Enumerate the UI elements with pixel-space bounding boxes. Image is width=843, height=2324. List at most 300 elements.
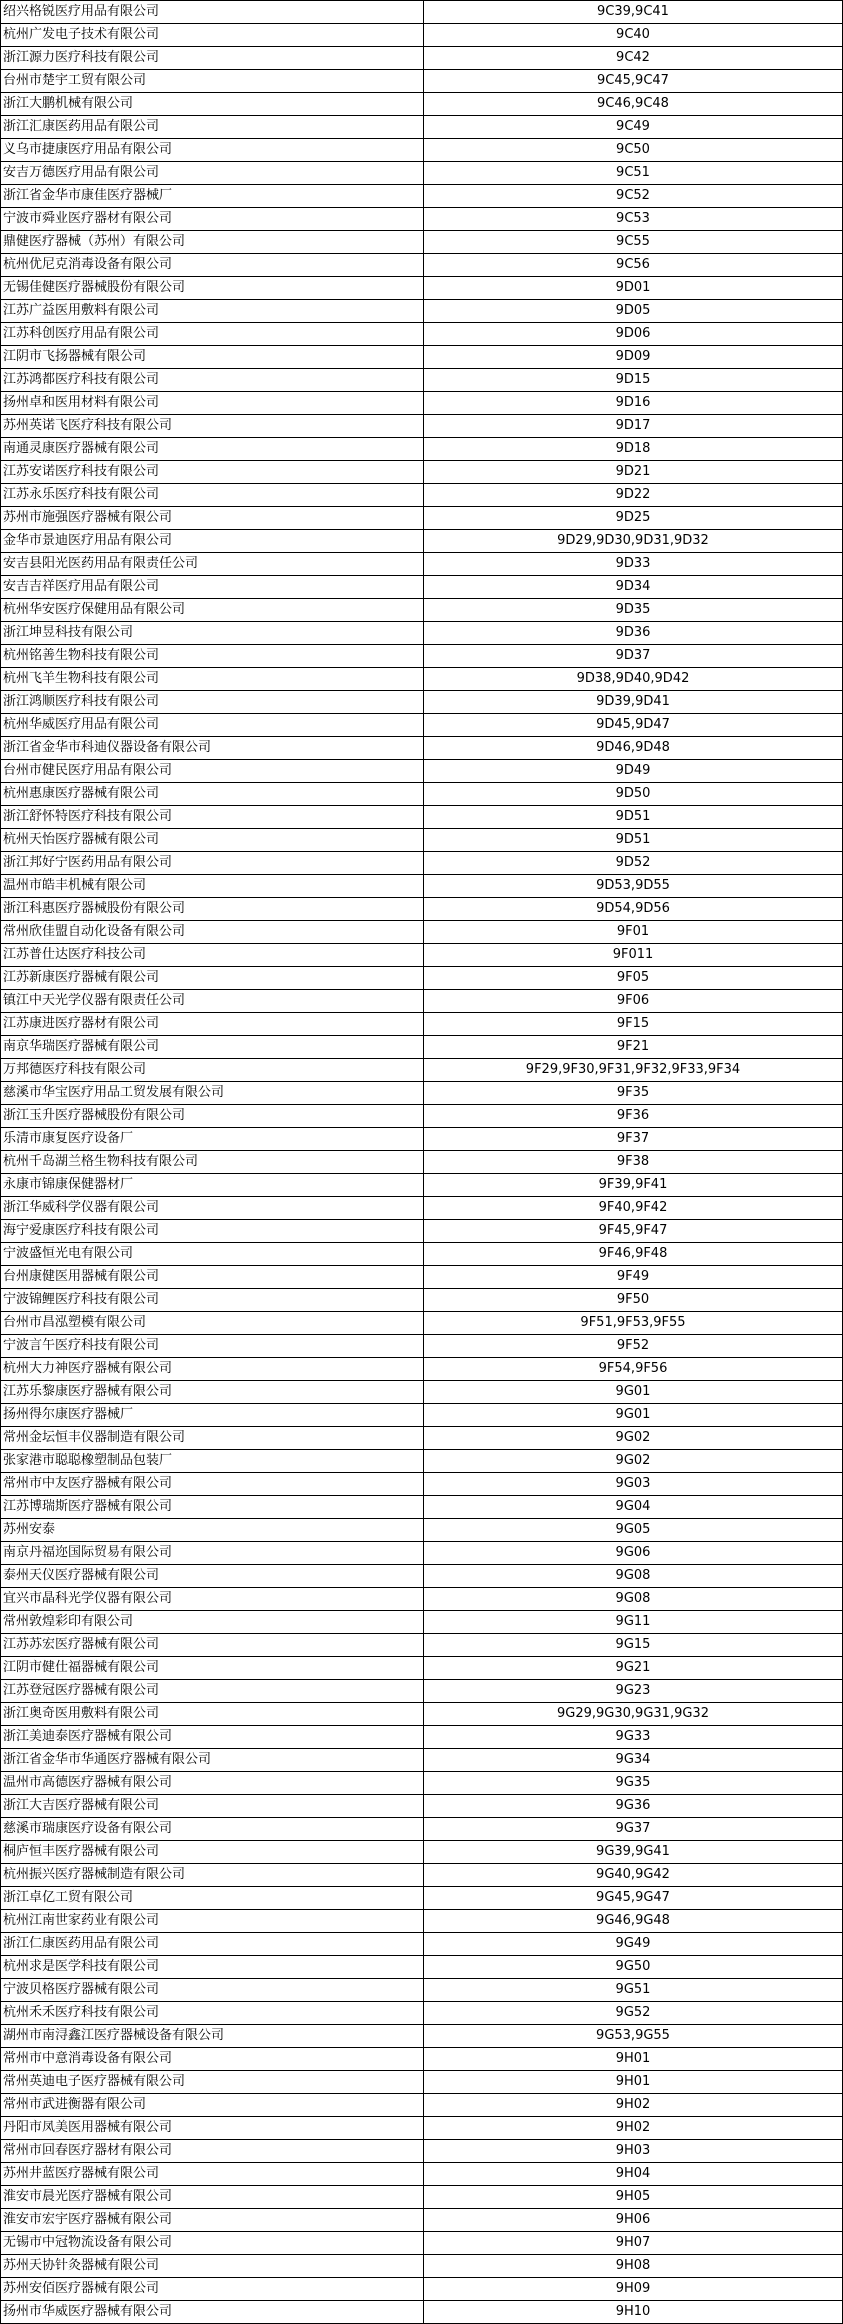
- booth-number-cell: 9D46,9D48: [424, 737, 843, 760]
- table-row: [1, 1841, 843, 1864]
- company-name-cell: 江苏永乐医疗科技有限公司: [1, 484, 424, 507]
- company-name-cell: 江苏新康医疗器械有限公司: [1, 967, 424, 990]
- table-row: [1, 1404, 843, 1427]
- booth-number-cell: 9F38: [424, 1151, 843, 1174]
- table-row: [1, 2025, 843, 2048]
- company-name-cell: 杭州大力神医疗器械有限公司: [1, 1358, 424, 1381]
- company-name-cell: 杭州千岛湖兰格生物科技有限公司: [1, 1151, 424, 1174]
- company-name-cell: 杭州优尼克消毒设备有限公司: [1, 254, 424, 277]
- company-name-cell: 浙江汇康医药用品有限公司: [1, 116, 424, 139]
- booth-number-cell: 9G46,9G48: [424, 1910, 843, 1933]
- booth-number-cell: 9F35: [424, 1082, 843, 1105]
- company-name-cell: 常州敦煌彩印有限公司: [1, 1611, 424, 1634]
- booth-number-cell: 9G15: [424, 1634, 843, 1657]
- company-name-cell: 无锡市中冠物流设备有限公司: [1, 2232, 424, 2255]
- table-row: [1, 300, 843, 323]
- booth-number-cell: 9C52: [424, 185, 843, 208]
- company-name-cell: 安吉吉祥医疗用品有限公司: [1, 576, 424, 599]
- booth-number-cell: 9H01: [424, 2071, 843, 2094]
- booth-number-cell: 9F15: [424, 1013, 843, 1036]
- company-name-cell: 台州康健医用器械有限公司: [1, 1266, 424, 1289]
- booth-number-cell: 9D34: [424, 576, 843, 599]
- company-name-cell: 杭州华安医疗保健用品有限公司: [1, 599, 424, 622]
- table-row: [1, 2002, 843, 2025]
- table-row: [1, 1105, 843, 1128]
- table-row: [1, 1887, 843, 1910]
- table-row: [1, 1956, 843, 1979]
- booth-number-cell: 9G37: [424, 1818, 843, 1841]
- table-row: [1, 645, 843, 668]
- table-row: [1, 323, 843, 346]
- booth-number-cell: 9F54,9F56: [424, 1358, 843, 1381]
- company-name-cell: 南京华瑞医疗器械有限公司: [1, 1036, 424, 1059]
- table-row: [1, 829, 843, 852]
- booth-number-cell: 9D45,9D47: [424, 714, 843, 737]
- booth-number-cell: 9G45,9G47: [424, 1887, 843, 1910]
- table-row: [1, 576, 843, 599]
- table-row: [1, 507, 843, 530]
- booth-number-cell: 9F40,9F42: [424, 1197, 843, 1220]
- booth-number-cell: 9C45,9C47: [424, 70, 843, 93]
- booth-number-cell: 9G21: [424, 1657, 843, 1680]
- table-row: [1, 530, 843, 553]
- company-name-cell: 宁波市舜业医疗器材有限公司: [1, 208, 424, 231]
- booth-number-cell: 9G35: [424, 1772, 843, 1795]
- table-row: [1, 1588, 843, 1611]
- company-name-cell: 苏州安佰医疗器械有限公司: [1, 2278, 424, 2301]
- booth-number-cell: 9F01: [424, 921, 843, 944]
- company-name-cell: 绍兴格锐医疗用品有限公司: [1, 1, 424, 24]
- company-name-cell: 苏州市施强医疗器械有限公司: [1, 507, 424, 530]
- table-row: [1, 1749, 843, 1772]
- company-name-cell: 浙江坤昱科技有限公司: [1, 622, 424, 645]
- table-row: [1, 369, 843, 392]
- booth-number-cell: 9F39,9F41: [424, 1174, 843, 1197]
- table-row: [1, 691, 843, 714]
- company-name-cell: 浙江大鹏机械有限公司: [1, 93, 424, 116]
- table-row: [1, 93, 843, 116]
- table-row: [1, 438, 843, 461]
- table-row: [1, 2278, 843, 2301]
- company-name-cell: 江苏乐黎康医疗器械有限公司: [1, 1381, 424, 1404]
- company-name-cell: 宁波贝格医疗器械有限公司: [1, 1979, 424, 2002]
- booth-number-cell: 9G03: [424, 1473, 843, 1496]
- company-name-cell: 浙江省金华市康佳医疗器械厂: [1, 185, 424, 208]
- company-name-cell: 湖州市南浔鑫江医疗器械设备有限公司: [1, 2025, 424, 2048]
- booth-number-cell: 9G40,9G42: [424, 1864, 843, 1887]
- booth-number-cell: 9D37: [424, 645, 843, 668]
- booth-number-cell: 9G52: [424, 2002, 843, 2025]
- company-name-cell: 杭州禾禾医疗科技有限公司: [1, 2002, 424, 2025]
- table-row: [1, 1059, 843, 1082]
- table-row: [1, 599, 843, 622]
- company-name-cell: 江苏苏宏医疗器械有限公司: [1, 1634, 424, 1657]
- table-row: [1, 2117, 843, 2140]
- table-row: [1, 392, 843, 415]
- table-row: [1, 70, 843, 93]
- table-row: [1, 2301, 843, 2324]
- table-row: [1, 1519, 843, 1542]
- company-name-cell: 温州市高德医疗器械有限公司: [1, 1772, 424, 1795]
- table-row: [1, 1013, 843, 1036]
- table-row: [1, 1657, 843, 1680]
- company-name-cell: 常州市回春医疗器材有限公司: [1, 2140, 424, 2163]
- table-row: [1, 1427, 843, 1450]
- company-name-cell: 江苏鸿都医疗科技有限公司: [1, 369, 424, 392]
- booth-number-cell: 9G08: [424, 1565, 843, 1588]
- table-row: [1, 852, 843, 875]
- booth-number-cell: 9D54,9D56: [424, 898, 843, 921]
- booth-number-cell: 9G53,9G55: [424, 2025, 843, 2048]
- booth-number-cell: 9C40: [424, 24, 843, 47]
- company-name-cell: 宁波言午医疗科技有限公司: [1, 1335, 424, 1358]
- table-row: [1, 1312, 843, 1335]
- company-name-cell: 浙江卓亿工贸有限公司: [1, 1887, 424, 1910]
- company-name-cell: 淮安市晨光医疗器械有限公司: [1, 2186, 424, 2209]
- table-row: [1, 208, 843, 231]
- company-name-cell: 张家港市聪聪橡塑制品包装厂: [1, 1450, 424, 1473]
- table-row: [1, 2163, 843, 2186]
- booth-number-cell: 9G02: [424, 1427, 843, 1450]
- booth-number-cell: 9D49: [424, 760, 843, 783]
- booth-number-cell: 9D22: [424, 484, 843, 507]
- table-row: [1, 2140, 843, 2163]
- table-row: [1, 760, 843, 783]
- company-name-cell: 常州市中意消毒设备有限公司: [1, 2048, 424, 2071]
- company-name-cell: 浙江源力医疗科技有限公司: [1, 47, 424, 70]
- table-row: [1, 162, 843, 185]
- table-row: [1, 714, 843, 737]
- table-row: [1, 1450, 843, 1473]
- company-name-cell: 浙江省金华市华通医疗器械有限公司: [1, 1749, 424, 1772]
- booth-number-cell: 9G04: [424, 1496, 843, 1519]
- company-name-cell: 慈溪市华宝医疗用品工贸发展有限公司: [1, 1082, 424, 1105]
- table-row: [1, 1381, 843, 1404]
- booth-number-cell: 9F37: [424, 1128, 843, 1151]
- table-row: [1, 415, 843, 438]
- booth-number-cell: 9H04: [424, 2163, 843, 2186]
- table-row: [1, 254, 843, 277]
- table-row: [1, 2071, 843, 2094]
- company-name-cell: 安吉万德医疗用品有限公司: [1, 162, 424, 185]
- table-body: [1, 1, 843, 2324]
- booth-number-cell: 9H03: [424, 2140, 843, 2163]
- booth-number-cell: 9F011: [424, 944, 843, 967]
- booth-number-cell: 9D09: [424, 346, 843, 369]
- company-name-cell: 江阴市飞扬器械有限公司: [1, 346, 424, 369]
- booth-number-cell: 9C56: [424, 254, 843, 277]
- booth-number-cell: 9G01: [424, 1381, 843, 1404]
- table-row: [1, 737, 843, 760]
- company-name-cell: 鼎健医疗器械（苏州）有限公司: [1, 231, 424, 254]
- booth-number-cell: 9D51: [424, 829, 843, 852]
- company-name-cell: 江苏科创医疗用品有限公司: [1, 323, 424, 346]
- table-row: [1, 806, 843, 829]
- booth-number-cell: 9G08: [424, 1588, 843, 1611]
- company-name-cell: 江苏登冠医疗器械有限公司: [1, 1680, 424, 1703]
- table-row: [1, 1933, 843, 1956]
- company-name-cell: 江苏安诺医疗科技有限公司: [1, 461, 424, 484]
- company-name-cell: 浙江华威科学仪器有限公司: [1, 1197, 424, 1220]
- booth-number-cell: 9G39,9G41: [424, 1841, 843, 1864]
- booth-number-cell: 9H05: [424, 2186, 843, 2209]
- booth-number-cell: 9G34: [424, 1749, 843, 1772]
- company-name-cell: 丹阳市凤美医用器械有限公司: [1, 2117, 424, 2140]
- booth-number-cell: 9H02: [424, 2117, 843, 2140]
- company-name-cell: 南通灵康医疗器械有限公司: [1, 438, 424, 461]
- table-row: [1, 1, 843, 24]
- booth-number-cell: 9F29,9F30,9F31,9F32,9F33,9F34: [424, 1059, 843, 1082]
- table-row: [1, 921, 843, 944]
- company-name-cell: 淮安市宏宇医疗器械有限公司: [1, 2209, 424, 2232]
- company-name-cell: 金华市景迪医疗用品有限公司: [1, 530, 424, 553]
- company-name-cell: 宁波锦鲤医疗科技有限公司: [1, 1289, 424, 1312]
- booth-number-cell: 9C51: [424, 162, 843, 185]
- booth-number-cell: 9D01: [424, 277, 843, 300]
- booth-number-cell: 9D36: [424, 622, 843, 645]
- table-row: [1, 1542, 843, 1565]
- booth-number-cell: 9F52: [424, 1335, 843, 1358]
- company-name-cell: 万邦德医疗科技有限公司: [1, 1059, 424, 1082]
- table-row: [1, 1473, 843, 1496]
- table-row: [1, 346, 843, 369]
- table-row: [1, 231, 843, 254]
- booth-number-cell: 9D18: [424, 438, 843, 461]
- booth-number-cell: 9F21: [424, 1036, 843, 1059]
- company-name-cell: 扬州市华威医疗器械有限公司: [1, 2301, 424, 2324]
- table-row: [1, 1864, 843, 1887]
- booth-number-cell: 9C55: [424, 231, 843, 254]
- booth-number-cell: 9D51: [424, 806, 843, 829]
- booth-number-cell: 9H09: [424, 2278, 843, 2301]
- table-row: [1, 277, 843, 300]
- company-name-cell: 无锡佳健医疗器械股份有限公司: [1, 277, 424, 300]
- table-row: [1, 1795, 843, 1818]
- table-row: [1, 668, 843, 691]
- booth-number-cell: 9H08: [424, 2255, 843, 2278]
- booth-number-cell: 9G06: [424, 1542, 843, 1565]
- company-name-cell: 杭州振兴医疗器械制造有限公司: [1, 1864, 424, 1887]
- booth-number-cell: 9D38,9D40,9D42: [424, 668, 843, 691]
- company-name-cell: 温州市皓丰机械有限公司: [1, 875, 424, 898]
- company-name-cell: 台州市昌泓塑模有限公司: [1, 1312, 424, 1335]
- booth-number-cell: 9F36: [424, 1105, 843, 1128]
- table-row: [1, 1979, 843, 2002]
- table-row: [1, 1128, 843, 1151]
- company-name-cell: 杭州求是医学科技有限公司: [1, 1956, 424, 1979]
- company-name-cell: 杭州天怡医疗器械有限公司: [1, 829, 424, 852]
- company-name-cell: 安吉县阳光医药用品有限责任公司: [1, 553, 424, 576]
- company-name-cell: 浙江玉升医疗器械股份有限公司: [1, 1105, 424, 1128]
- company-name-cell: 杭州江南世家药业有限公司: [1, 1910, 424, 1933]
- company-name-cell: 桐庐恒丰医疗器械有限公司: [1, 1841, 424, 1864]
- table-row: [1, 1036, 843, 1059]
- table-row: [1, 2255, 843, 2278]
- company-name-cell: 常州市中友医疗器械有限公司: [1, 1473, 424, 1496]
- booth-number-cell: 9C39,9C41: [424, 1, 843, 24]
- booth-number-cell: 9G02: [424, 1450, 843, 1473]
- table-row: [1, 553, 843, 576]
- company-name-cell: 浙江舒怀特医疗科技有限公司: [1, 806, 424, 829]
- table-row: [1, 990, 843, 1013]
- table-row: [1, 898, 843, 921]
- booth-number-cell: 9G29,9G30,9G31,9G32: [424, 1703, 843, 1726]
- booth-number-cell: 9G05: [424, 1519, 843, 1542]
- company-name-cell: 杭州铭善生物科技有限公司: [1, 645, 424, 668]
- company-name-cell: 常州欣佳盟自动化设备有限公司: [1, 921, 424, 944]
- company-name-cell: 台州市健民医疗用品有限公司: [1, 760, 424, 783]
- booth-number-cell: 9F51,9F53,9F55: [424, 1312, 843, 1335]
- company-name-cell: 扬州得尔康医疗器械厂: [1, 1404, 424, 1427]
- table-row: [1, 2094, 843, 2117]
- table-row: [1, 1266, 843, 1289]
- company-name-cell: 义乌市捷康医疗用品有限公司: [1, 139, 424, 162]
- table-row: [1, 1611, 843, 1634]
- company-name-cell: 苏州英诺飞医疗科技有限公司: [1, 415, 424, 438]
- booth-number-cell: 9F45,9F47: [424, 1220, 843, 1243]
- booth-number-cell: 9G33: [424, 1726, 843, 1749]
- booth-number-cell: 9H02: [424, 2094, 843, 2117]
- company-name-cell: 江苏普仕达医疗科技公司: [1, 944, 424, 967]
- table-row: [1, 185, 843, 208]
- table-row: [1, 783, 843, 806]
- table-row: [1, 484, 843, 507]
- booth-number-cell: 9D50: [424, 783, 843, 806]
- booth-number-cell: 9H01: [424, 2048, 843, 2071]
- company-name-cell: 浙江鸿顺医疗科技有限公司: [1, 691, 424, 714]
- table-row: [1, 622, 843, 645]
- table-row: [1, 2048, 843, 2071]
- table-row: [1, 1197, 843, 1220]
- booth-number-cell: 9D06: [424, 323, 843, 346]
- table-row: [1, 139, 843, 162]
- company-name-cell: 慈溪市瑞康医疗设备有限公司: [1, 1818, 424, 1841]
- booth-number-cell: 9F06: [424, 990, 843, 1013]
- booth-number-cell: 9C50: [424, 139, 843, 162]
- table-row: [1, 1243, 843, 1266]
- booth-number-cell: 9D53,9D55: [424, 875, 843, 898]
- company-name-cell: 苏州井蓝医疗器械有限公司: [1, 2163, 424, 2186]
- booth-number-cell: 9C42: [424, 47, 843, 70]
- company-name-cell: 江阴市健仕福器械有限公司: [1, 1657, 424, 1680]
- company-name-cell: 江苏广益医用敷料有限公司: [1, 300, 424, 323]
- table-row: [1, 2232, 843, 2255]
- table-row: [1, 1335, 843, 1358]
- booth-number-cell: 9F50: [424, 1289, 843, 1312]
- booth-number-cell: 9D25: [424, 507, 843, 530]
- table-row: [1, 1680, 843, 1703]
- company-name-cell: 海宁爱康医疗科技有限公司: [1, 1220, 424, 1243]
- booth-number-cell: 9F46,9F48: [424, 1243, 843, 1266]
- company-name-cell: 浙江仁康医药用品有限公司: [1, 1933, 424, 1956]
- company-name-cell: 永康市锦康保健器材厂: [1, 1174, 424, 1197]
- company-name-cell: 江苏康进医疗器材有限公司: [1, 1013, 424, 1036]
- booth-number-cell: 9D16: [424, 392, 843, 415]
- table-row: [1, 2209, 843, 2232]
- table-row: [1, 1220, 843, 1243]
- table-row: [1, 2186, 843, 2209]
- table-row: [1, 1910, 843, 1933]
- company-name-cell: 苏州安泰: [1, 1519, 424, 1542]
- table-row: [1, 1174, 843, 1197]
- company-name-cell: 常州市武进衡器有限公司: [1, 2094, 424, 2117]
- company-name-cell: 浙江科惠医疗器械股份有限公司: [1, 898, 424, 921]
- booth-number-cell: 9H06: [424, 2209, 843, 2232]
- booth-number-cell: 9C53: [424, 208, 843, 231]
- table-row: [1, 1151, 843, 1174]
- booth-number-cell: 9G11: [424, 1611, 843, 1634]
- company-name-cell: 江苏博瑞斯医疗器械有限公司: [1, 1496, 424, 1519]
- booth-number-cell: 9D33: [424, 553, 843, 576]
- booth-number-cell: 9D29,9D30,9D31,9D32: [424, 530, 843, 553]
- table-row: [1, 1634, 843, 1657]
- company-name-cell: 常州英迪电子医疗器械有限公司: [1, 2071, 424, 2094]
- table-row: [1, 47, 843, 70]
- booth-number-cell: 9D17: [424, 415, 843, 438]
- booth-number-cell: 9H10: [424, 2301, 843, 2324]
- booth-number-cell: 9D52: [424, 852, 843, 875]
- table-row: [1, 944, 843, 967]
- company-name-cell: 浙江奥奇医用敷料有限公司: [1, 1703, 424, 1726]
- booth-number-cell: 9C46,9C48: [424, 93, 843, 116]
- table-row: [1, 461, 843, 484]
- table-row: [1, 1772, 843, 1795]
- booth-number-cell: 9F49: [424, 1266, 843, 1289]
- booth-number-cell: 9G01: [424, 1404, 843, 1427]
- booth-number-cell: 9F05: [424, 967, 843, 990]
- table-row: [1, 875, 843, 898]
- table-row: [1, 1289, 843, 1312]
- table-row: [1, 1726, 843, 1749]
- company-name-cell: 浙江省金华市科迪仪器设备有限公司: [1, 737, 424, 760]
- company-name-cell: 南京丹福迩国际贸易有限公司: [1, 1542, 424, 1565]
- company-name-cell: 杭州惠康医疗器械有限公司: [1, 783, 424, 806]
- company-name-cell: 乐清市康复医疗设备厂: [1, 1128, 424, 1151]
- company-name-cell: 苏州天协针灸器械有限公司: [1, 2255, 424, 2278]
- table-row: [1, 1703, 843, 1726]
- company-name-cell: 台州市楚宇工贸有限公司: [1, 70, 424, 93]
- table-row: [1, 1818, 843, 1841]
- table-row: [1, 1565, 843, 1588]
- booth-number-cell: 9G50: [424, 1956, 843, 1979]
- booth-number-cell: 9G51: [424, 1979, 843, 2002]
- company-name-cell: 泰州天仪医疗器械有限公司: [1, 1565, 424, 1588]
- booth-number-cell: 9D35: [424, 599, 843, 622]
- booth-number-cell: 9H07: [424, 2232, 843, 2255]
- company-name-cell: 宁波盛恒光电有限公司: [1, 1243, 424, 1266]
- company-name-cell: 常州金坛恒丰仪器制造有限公司: [1, 1427, 424, 1450]
- company-name-cell: 浙江大吉医疗器械有限公司: [1, 1795, 424, 1818]
- company-name-cell: 杭州广发电子技术有限公司: [1, 24, 424, 47]
- table-row: [1, 116, 843, 139]
- table-row: [1, 1358, 843, 1381]
- company-name-cell: 浙江邦好宁医药用品有限公司: [1, 852, 424, 875]
- company-name-cell: 扬州卓和医用材料有限公司: [1, 392, 424, 415]
- company-name-cell: 杭州飞羊生物科技有限公司: [1, 668, 424, 691]
- booth-number-cell: 9G49: [424, 1933, 843, 1956]
- booth-number-cell: 9D15: [424, 369, 843, 392]
- table-row: [1, 1496, 843, 1519]
- booth-number-cell: 9G36: [424, 1795, 843, 1818]
- company-name-cell: 杭州华威医疗用品有限公司: [1, 714, 424, 737]
- table-row: [1, 967, 843, 990]
- table-row: [1, 24, 843, 47]
- company-name-cell: 宜兴市晶科光学仪器有限公司: [1, 1588, 424, 1611]
- table-row: [1, 1082, 843, 1105]
- booth-number-cell: 9D39,9D41: [424, 691, 843, 714]
- booth-number-cell: 9D21: [424, 461, 843, 484]
- company-name-cell: 镇江中天光学仪器有限责任公司: [1, 990, 424, 1013]
